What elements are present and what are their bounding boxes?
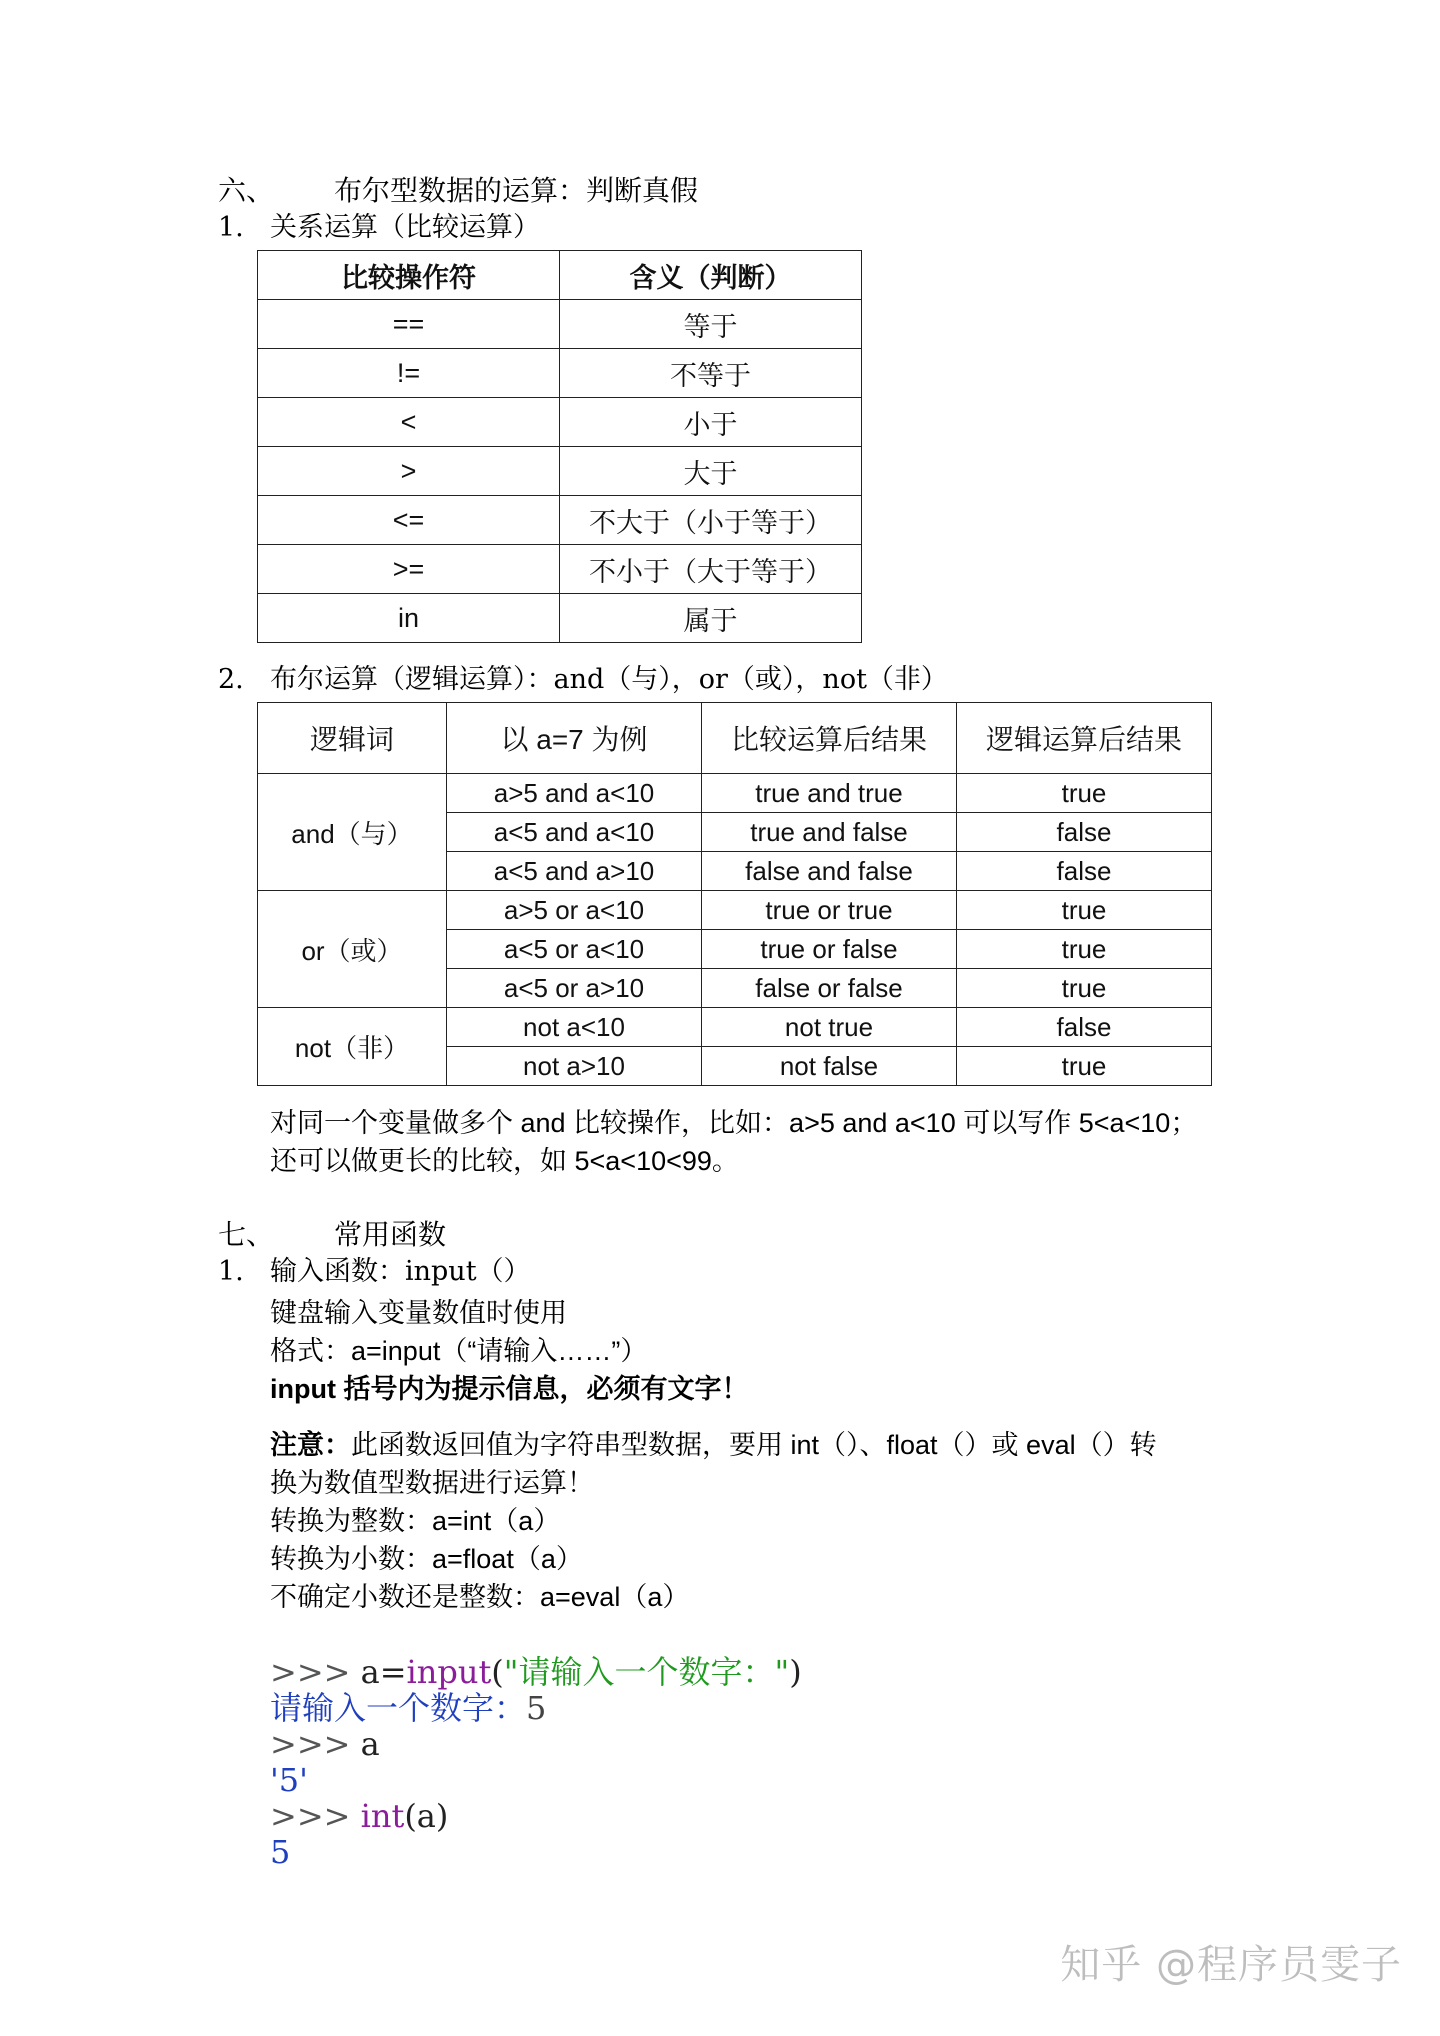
convert-float-line: 转换为小数：a=float（a） — [270, 1544, 583, 1574]
subsection-2-number: 2. — [218, 664, 244, 695]
convert-eval-line: 不确定小数还是整数：a=eval（a） — [270, 1582, 690, 1612]
result-cell: false — [957, 852, 1212, 891]
comparison-cell: false and false — [702, 852, 957, 891]
comparison-cell: false or false — [702, 969, 957, 1008]
shell-prompt: >>> — [270, 1653, 351, 1691]
example-cell: not a<10 — [447, 1008, 702, 1047]
input-format: 格式：a=input（“请输入……”） — [270, 1336, 648, 1366]
comparison-cell: true and true — [702, 774, 957, 813]
boolean-operations-table — [257, 702, 1212, 1086]
table-header-row — [258, 251, 862, 300]
header-meaning: 含义（判断） — [560, 251, 862, 300]
shell-output-number: 5 — [270, 1833, 291, 1871]
code-line-3 — [270, 1726, 802, 1762]
code-line-5 — [270, 1798, 802, 1834]
header-comparison-result: 比较运算后结果 — [702, 703, 957, 774]
comparison-cell: not false — [702, 1047, 957, 1086]
code-prompt-string: "请输入一个数字：" — [503, 1653, 790, 1691]
note-line-1: 对同一个变量做多个 and 比较操作，比如：a>5 and a<10 可以写作 5<a<10； — [270, 1108, 1198, 1138]
table-row — [258, 891, 1212, 930]
code-assign: a= — [350, 1653, 407, 1691]
header-logic-word: 逻辑词 — [258, 703, 447, 774]
section-6-heading — [218, 174, 698, 208]
operator-cell: > — [258, 447, 560, 496]
attention-line-1 — [270, 1426, 1157, 1464]
meaning-cell: 属于 — [560, 594, 862, 643]
comparison-cell: true and false — [702, 813, 957, 852]
subsection-1-title: 关系运算（比较运算） — [270, 212, 540, 243]
example-cell: a<5 or a<10 — [447, 930, 702, 969]
attention-text: 此函数返回值为字符串型数据，要用 int（）、float（）或 eval（）转 — [351, 1430, 1157, 1460]
section-7-heading — [218, 1218, 446, 1252]
shell-user-input: 5 — [526, 1689, 547, 1727]
input-description — [270, 1294, 748, 1408]
python-shell-sample — [270, 1618, 802, 1942]
meaning-cell: 不等于 — [560, 349, 862, 398]
table-row — [258, 300, 862, 349]
operator-cell: in — [258, 594, 560, 643]
shell-output-prompt: 请输入一个数字： — [270, 1689, 527, 1727]
table-row — [258, 594, 862, 643]
meaning-cell: 等于 — [560, 300, 862, 349]
subsection-1-heading — [218, 212, 540, 244]
shell-prompt: >>> — [270, 1797, 351, 1835]
code-line-1 — [270, 1654, 802, 1690]
table-row — [258, 447, 862, 496]
header-operator: 比较操作符 — [258, 251, 560, 300]
comparison-cell: true or true — [702, 891, 957, 930]
shell-prompt: >>> — [270, 1725, 351, 1763]
subsection-input-heading — [218, 1256, 531, 1288]
subsection-1-number: 1. — [218, 212, 244, 243]
code-int-args: (a) — [404, 1797, 449, 1835]
meaning-cell: 不小于（大于等于） — [560, 545, 862, 594]
example-cell: a<5 or a>10 — [447, 969, 702, 1008]
subsection-2-heading — [218, 664, 948, 696]
result-cell: false — [957, 1008, 1212, 1047]
code-line-6 — [270, 1834, 802, 1870]
input-usage: 键盘输入变量数值时使用 — [270, 1298, 567, 1328]
comparison-cell: not true — [702, 1008, 957, 1047]
code-variable: a — [350, 1725, 380, 1763]
operator-cell: >= — [258, 545, 560, 594]
operator-cell: == — [258, 300, 560, 349]
example-cell: not a>10 — [447, 1047, 702, 1086]
table-row — [258, 1008, 1212, 1047]
subsection-input-title: 输入函数：input（） — [270, 1256, 531, 1287]
code-close-paren: ) — [789, 1653, 802, 1691]
comparison-operators-table — [257, 250, 862, 643]
chained-comparison-note — [270, 1104, 1197, 1180]
attention-block — [270, 1426, 1157, 1616]
meaning-cell: 大于 — [560, 447, 862, 496]
table-row — [258, 349, 862, 398]
operator-cell: < — [258, 398, 560, 447]
note-line-2: 还可以做更长的比较，如 5<a<10<99。 — [270, 1146, 739, 1176]
convert-int-line: 转换为整数：a=int（a） — [270, 1506, 561, 1536]
example-cell: a<5 and a>10 — [447, 852, 702, 891]
table-header-row — [258, 703, 1212, 774]
attention-line-2: 换为数值型数据进行运算！ — [270, 1468, 594, 1498]
section-7-number: 七、 — [218, 1218, 275, 1251]
logic-word-and: and（与） — [258, 774, 447, 891]
result-cell: true — [957, 1047, 1212, 1086]
shell-output-string: '5' — [270, 1761, 308, 1799]
logic-word-or: or（或） — [258, 891, 447, 1008]
subsection-2-title: 布尔运算（逻辑运算）：and（与），or（或），not（非） — [270, 664, 948, 695]
example-cell: a<5 and a<10 — [447, 813, 702, 852]
code-open-paren: ( — [491, 1653, 504, 1691]
header-logic-result: 逻辑运算后结果 — [957, 703, 1212, 774]
section-7-title: 常用函数 — [334, 1218, 447, 1251]
result-cell: false — [957, 813, 1212, 852]
meaning-cell: 小于 — [560, 398, 862, 447]
result-cell: true — [957, 891, 1212, 930]
subsection-input-number: 1. — [218, 1256, 244, 1287]
example-cell: a>5 and a<10 — [447, 774, 702, 813]
table-row — [258, 545, 862, 594]
operator-cell: != — [258, 349, 560, 398]
table-row — [258, 398, 862, 447]
code-input-func: input — [406, 1653, 492, 1691]
result-cell: true — [957, 930, 1212, 969]
input-prompt-rule: input 括号内为提示信息，必须有文字！ — [270, 1374, 749, 1404]
header-example: 以 a=7 为例 — [447, 703, 702, 774]
logic-word-not: not（非） — [258, 1008, 447, 1086]
section-6-number: 六、 — [218, 174, 275, 207]
comparison-cell: true or false — [702, 930, 957, 969]
result-cell: true — [957, 774, 1212, 813]
code-line-2 — [270, 1690, 802, 1726]
attention-label: 注意： — [270, 1430, 351, 1460]
table-row — [258, 774, 1212, 813]
table-row — [258, 496, 862, 545]
result-cell: true — [957, 969, 1212, 1008]
meaning-cell: 不大于（小于等于） — [560, 496, 862, 545]
watermark: 知乎 @程序员雯子 — [1060, 1942, 1402, 1988]
operator-cell: <= — [258, 496, 560, 545]
example-cell: a>5 or a<10 — [447, 891, 702, 930]
code-line-4 — [270, 1762, 802, 1798]
code-int-func: int — [360, 1797, 405, 1835]
section-6-title: 布尔型数据的运算：判断真假 — [334, 174, 699, 207]
